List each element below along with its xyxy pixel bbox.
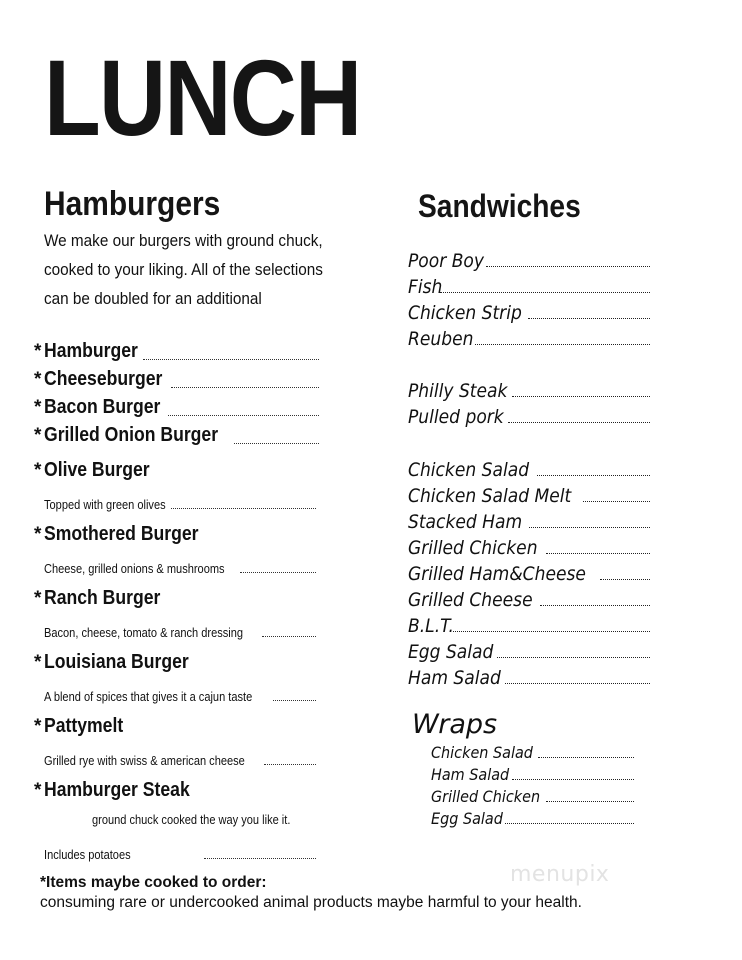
order-star: * bbox=[34, 341, 42, 362]
burger-item-smothered bbox=[34, 523, 319, 549]
burger-name: Grilled Onion Burger bbox=[44, 424, 219, 446]
dot-leader bbox=[453, 631, 650, 632]
burger-item-bacon bbox=[34, 396, 319, 422]
order-star: * bbox=[34, 425, 42, 446]
burger-item-cheeseburger bbox=[34, 368, 319, 394]
order-star: * bbox=[34, 780, 42, 801]
wrap-item: Egg Salad bbox=[431, 806, 634, 828]
dot-leader bbox=[264, 764, 316, 765]
burger-item-hamburger bbox=[34, 340, 319, 366]
dot-leader bbox=[528, 318, 650, 319]
burger-name: Bacon Burger bbox=[44, 396, 161, 418]
order-star: * bbox=[34, 397, 42, 418]
sandwich-item: Chicken Strip bbox=[408, 298, 650, 324]
burger-name: Ranch Burger bbox=[44, 587, 161, 609]
sandwich-item: Chicken Salad Melt bbox=[408, 481, 650, 507]
burger-name: Hamburger Steak bbox=[44, 779, 190, 801]
dot-leader bbox=[486, 266, 650, 267]
burger-name: Smothered Burger bbox=[44, 523, 199, 545]
dot-leader bbox=[497, 657, 650, 658]
burger-name: Cheeseburger bbox=[44, 368, 163, 390]
burger-description: Topped with green olives bbox=[44, 492, 316, 512]
burger-extra: Includes potatoes bbox=[44, 842, 316, 862]
dot-leader bbox=[546, 553, 650, 554]
sandwich-item: Pulled pork bbox=[408, 402, 650, 428]
wraps-heading: Wraps bbox=[412, 709, 498, 740]
order-star: * bbox=[34, 524, 42, 545]
dot-leader bbox=[171, 508, 316, 509]
sandwich-item: Grilled Ham&Cheese bbox=[408, 559, 650, 585]
sandwich-item: Poor Boy bbox=[408, 246, 650, 272]
sandwich-item: Philly Steak bbox=[408, 376, 650, 402]
order-star: * bbox=[34, 652, 42, 673]
dot-leader bbox=[600, 579, 650, 580]
burger-item-hamburger-steak bbox=[34, 779, 319, 805]
sandwich-item: Chicken Salad bbox=[408, 455, 650, 481]
sandwiches-heading: Sandwiches bbox=[418, 188, 581, 224]
burger-item-ranch bbox=[34, 587, 319, 613]
burger-name: Pattymelt bbox=[44, 715, 124, 737]
footnote-title: *Items maybe cooked to order: bbox=[40, 874, 267, 891]
burger-name: Hamburger bbox=[44, 340, 138, 362]
dot-leader bbox=[540, 605, 650, 606]
wrap-item: Ham Salad bbox=[431, 762, 634, 784]
intro-line: cooked to your liking. All of the selections bbox=[44, 260, 323, 279]
burger-item-olive bbox=[34, 459, 319, 485]
footnote-text: consuming rare or undercooked animal products maybe harmful to your health. bbox=[40, 894, 582, 911]
hamburgers-heading: Hamburgers bbox=[44, 185, 221, 223]
sandwich-item: Egg Salad bbox=[408, 637, 650, 663]
dot-leader bbox=[546, 801, 634, 802]
order-star: * bbox=[34, 460, 42, 481]
burger-description: ground chuck cooked the way you like it. bbox=[92, 812, 291, 827]
dot-leader bbox=[538, 757, 634, 758]
sandwich-item: Grilled Chicken bbox=[408, 533, 650, 559]
burger-name: Olive Burger bbox=[44, 459, 150, 481]
dot-leader bbox=[505, 823, 634, 824]
dot-leader bbox=[440, 292, 650, 293]
sandwich-item: Stacked Ham bbox=[408, 507, 650, 533]
wrap-item: Chicken Salad bbox=[431, 740, 634, 762]
dot-leader bbox=[475, 344, 650, 345]
burger-item-grilled-onion bbox=[34, 424, 319, 450]
dot-leader bbox=[234, 442, 319, 444]
order-star: * bbox=[34, 588, 42, 609]
dot-leader bbox=[204, 858, 316, 859]
dot-leader bbox=[512, 396, 650, 397]
dot-leader bbox=[505, 683, 650, 684]
dot-leader bbox=[143, 358, 319, 360]
wrap-item: Grilled Chicken bbox=[431, 784, 634, 806]
burger-description: A blend of spices that gives it a cajun taste bbox=[44, 684, 316, 704]
sandwich-item: Grilled Cheese bbox=[408, 585, 650, 611]
burger-item-pattymelt bbox=[34, 715, 319, 741]
menu-title: LUNCH bbox=[44, 37, 361, 158]
order-star: * bbox=[34, 716, 42, 737]
intro-line: can be doubled for an additional bbox=[44, 289, 262, 308]
burger-description: Bacon, cheese, tomato & ranch dressing bbox=[44, 620, 316, 640]
sandwich-item: Reuben bbox=[408, 324, 650, 350]
dot-leader bbox=[529, 527, 650, 528]
sandwich-item: B.L.T. bbox=[408, 611, 650, 637]
dot-leader bbox=[262, 636, 316, 637]
order-star: * bbox=[34, 369, 42, 390]
intro-line: We make our burgers with ground chuck, bbox=[44, 231, 323, 250]
dot-leader bbox=[537, 475, 651, 476]
dot-leader bbox=[512, 779, 634, 780]
dot-leader bbox=[583, 501, 650, 502]
dot-leader bbox=[168, 414, 319, 416]
burger-name: Louisiana Burger bbox=[44, 651, 189, 673]
hamburgers-intro bbox=[44, 226, 341, 313]
burger-description: Grilled rye with swiss & american cheese bbox=[44, 748, 316, 768]
burger-description: Cheese, grilled onions & mushrooms bbox=[44, 556, 316, 576]
dot-leader bbox=[273, 700, 316, 701]
watermark: menupix bbox=[510, 862, 610, 887]
sandwich-item: Fish bbox=[408, 272, 650, 298]
burger-item-louisiana bbox=[34, 651, 319, 677]
sandwich-item: Ham Salad bbox=[408, 663, 650, 689]
dot-leader bbox=[240, 572, 316, 573]
dot-leader bbox=[171, 386, 320, 388]
dot-leader bbox=[508, 422, 650, 423]
